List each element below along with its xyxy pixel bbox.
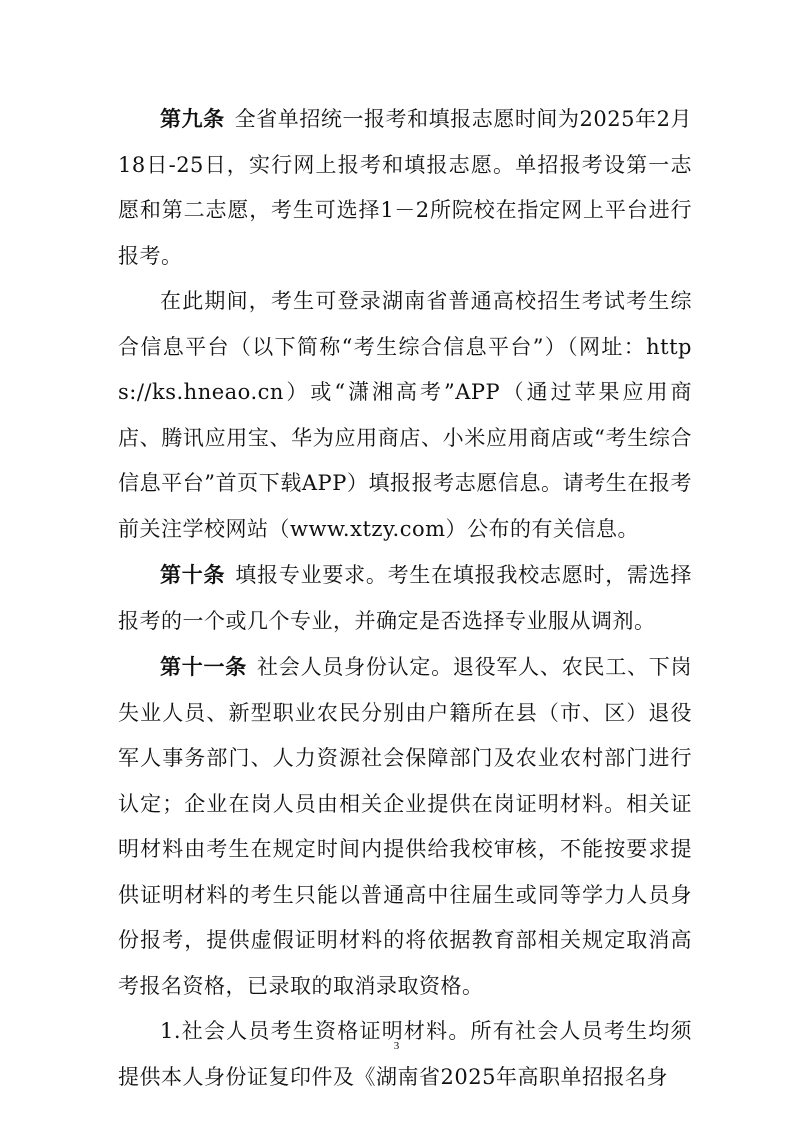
page-number: 3 [393,1040,400,1052]
article-9-label: 第九条 [160,106,225,131]
article-9-text: 全省单招统一报考和填报志愿时间为2025年2月18日-25日，实行网上报考和填报志愿。单招报考设第一志愿和第二志愿，考生可选择1－2所院校在指定网上平台进行报考。 [118,107,692,268]
article-11-text: 社会人员身份认定。退役军人、农民工、下岗失业人员、新型职业农民分别由户籍所在县（市、区）退役军人事务部门、人力资源社会保障部门及农业农村部门进行认定；企业在岗人员由相关企业提供在岗证明材料。相关证明材料由考生在规定时间内提供给我校审核，不能按要求提供证明材料的考生只能以普通高中往届生或同等学力人员身份报考，提供虚假证明材料的将依据教育部相关规定取消高考报名资格，已录取的取消录取资格。 [118,655,693,998]
article-9-paragraph [118,96,692,279]
social-applicant-materials-paragraph [118,1009,692,1100]
article-10-text: 填报专业要求。考生在填报我校志愿时，需选择报考的一个或几个专业，并确定是否选择专业服从调剂。 [118,563,693,633]
article-10-label: 第十条 [160,562,226,587]
article-11-label: 第十一条 [160,654,248,679]
document-body [118,96,692,1100]
registration-platform-text: 在此期间，考生可登录湖南省普通高校招生考试考生综合信息平台（以下简称“考生综合信息平台”）（网址：https://ks.hneao.cn）或“潇湘高考”APP（通过苹果应用商店、腾讯应用宝、华为应用商店、小米应用商店或“考生综合信息平台”首页下载APP）填报报考志愿信息。请考生在报考前关注学校网站（www.xtzy.com）公布的有关信息。 [118,289,692,541]
article-10-paragraph [118,552,692,644]
social-applicant-materials-text: 1.社会人员考生资格证明材料。所有社会人员考生均须提供本人身份证复印件及《湖南省2025年高职单招报名身 [118,1019,692,1089]
article-11-paragraph [118,644,692,1009]
registration-platform-paragraph [118,279,692,552]
